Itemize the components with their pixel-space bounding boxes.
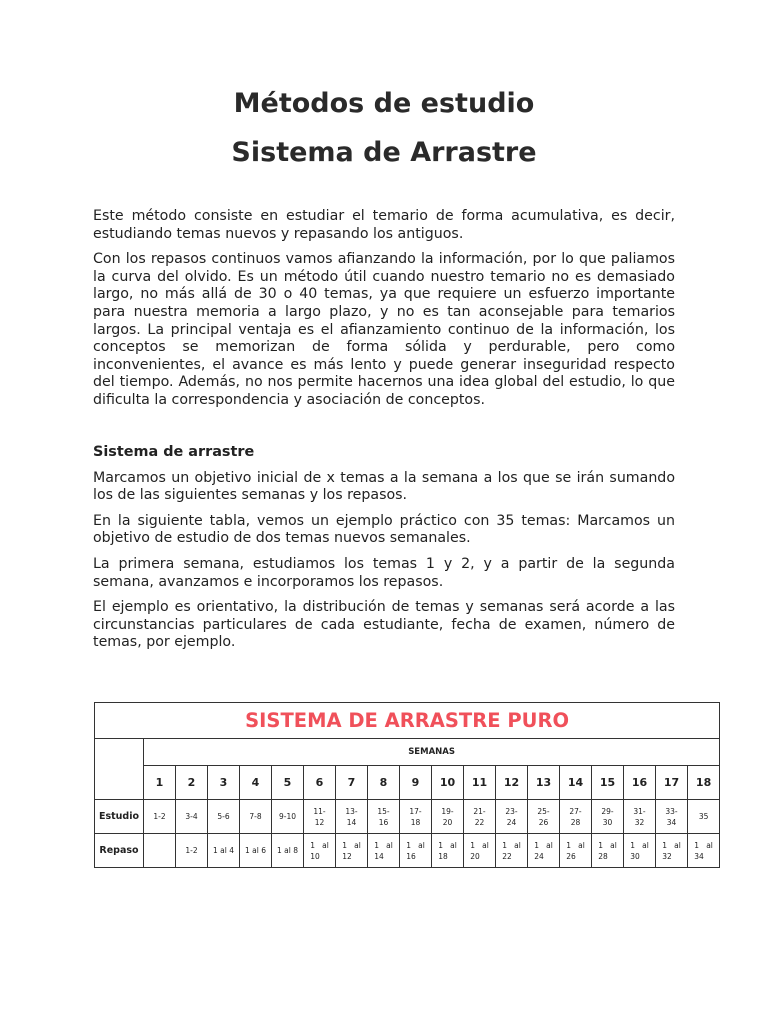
review-cell (464, 834, 496, 868)
review-cell (528, 834, 560, 868)
table-title: SISTEMA DE ARRASTRE PURO (95, 703, 720, 739)
review-cell-text: 1 al 24 (534, 840, 553, 861)
study-cell-text: 35 (698, 812, 709, 821)
week-number-cell: 11 (464, 766, 496, 800)
week-number-cell: 17 (656, 766, 688, 800)
review-cell (240, 834, 272, 868)
week-number-cell: 1 (144, 766, 176, 800)
study-cell (688, 800, 720, 834)
week-number-cell: 6 (304, 766, 336, 800)
review-cell (304, 834, 336, 868)
study-cell-text: 1-2 (153, 812, 166, 821)
review-cell (336, 834, 368, 868)
study-cell-text: 29- 30 (601, 806, 614, 827)
study-cell (368, 800, 400, 834)
study-cell (240, 800, 272, 834)
table-corner-cell (95, 739, 144, 800)
document-subtitle: Sistema de Arrastre (231, 137, 537, 168)
review-cell (272, 834, 304, 868)
study-cell-text: 9-10 (278, 812, 297, 821)
study-cell-text: 21- 22 (473, 806, 486, 827)
week-number-cell: 18 (688, 766, 720, 800)
weeks-header: SEMANAS (144, 739, 720, 766)
section-heading: Sistema de arrastre (93, 443, 255, 460)
study-cell (208, 800, 240, 834)
study-cell-text: 31- 32 (633, 806, 646, 827)
study-cell-text: 23- 24 (505, 806, 518, 827)
week-number-cell: 14 (560, 766, 592, 800)
review-cell-text: 1 al 20 (470, 840, 489, 861)
study-cell-text: 25- 26 (537, 806, 550, 827)
review-cell (432, 834, 464, 868)
review-cell (688, 834, 720, 868)
week-number-cell: 4 (240, 766, 272, 800)
week-number-cell: 16 (624, 766, 656, 800)
week-number-cell: 3 (208, 766, 240, 800)
week-number-cell: 12 (496, 766, 528, 800)
week-number-cell: 9 (400, 766, 432, 800)
review-cell-text: 1 al 30 (630, 840, 649, 861)
study-cell-text: 3-4 (185, 812, 198, 821)
review-cell (400, 834, 432, 868)
week-number-cell: 8 (368, 766, 400, 800)
study-cell (624, 800, 656, 834)
review-cell (560, 834, 592, 868)
review-cell-text: 1 al 22 (502, 840, 521, 861)
review-cell-text: 1 al 8 (277, 846, 298, 855)
review-cell-text: 1 al 26 (566, 840, 585, 861)
week-number-cell: 7 (336, 766, 368, 800)
study-cell-text: 15- 16 (377, 806, 390, 827)
study-cell-text: 5-6 (217, 812, 230, 821)
study-cell (144, 800, 176, 834)
review-cell (208, 834, 240, 868)
study-cell (336, 800, 368, 834)
review-cell-text: 1 al 14 (374, 840, 393, 861)
review-cell-text: 1 al 32 (662, 840, 681, 861)
study-cell (496, 800, 528, 834)
week-number-cell: 10 (432, 766, 464, 800)
review-cell (656, 834, 688, 868)
review-cell (496, 834, 528, 868)
study-cell-text: 19- 20 (441, 806, 454, 827)
review-row-label: Repaso (95, 834, 144, 868)
study-cell (464, 800, 496, 834)
weeks-row (95, 766, 720, 800)
intro-paragraph: Este método consiste en estudiar el temario de forma acumulativa, es decir, estudiando temas nuevos y repasando los antiguos. (93, 208, 675, 242)
review-cell (624, 834, 656, 868)
study-cell-text: 11- 12 (313, 806, 326, 827)
week-number-cell: 13 (528, 766, 560, 800)
week-number-cell: 5 (272, 766, 304, 800)
review-cell-text: 1 al 6 (245, 846, 266, 855)
intro-paragraph: Con los repasos continuos vamos afianzando la información, por lo que paliamos la curva del olvido. Es un método útil cuando nuestro temario no es demasiado largo, no más allá de 30 o 40 temas, ya que requiere un esfuerzo importante para nuestra memoria a largo plazo, y no es tan aconsejable para temarios largos. La principal ventaja es el afianzamiento continuo de la información, los conceptos se memorizan de forma sólida y perdurable, pero como inconvenientes, el avance es más lento y puede generar inseguridad respecto del tiempo. Además, no nos permite hacernos una idea global del estudio, lo que dificulta la correspondencia y asociación de conceptos. (93, 251, 675, 408)
review-cell-text: 1 al 4 (213, 846, 234, 855)
review-cell (368, 834, 400, 868)
study-cell (656, 800, 688, 834)
review-row (95, 834, 720, 868)
study-row-label: Estudio (95, 800, 144, 834)
study-cell (400, 800, 432, 834)
study-cell (176, 800, 208, 834)
study-cell-text: 27- 28 (569, 806, 582, 827)
study-cell-text: 13- 14 (345, 806, 358, 827)
document-title: Métodos de estudio (233, 88, 535, 119)
review-cell (176, 834, 208, 868)
review-cell-text: 1 al 28 (598, 840, 617, 861)
study-cell-text: 7-8 (249, 812, 262, 821)
study-cell (592, 800, 624, 834)
study-cell (528, 800, 560, 834)
study-cell (560, 800, 592, 834)
review-cell (592, 834, 624, 868)
document-body (93, 208, 675, 660)
schedule-table (94, 702, 720, 868)
study-cell-text: 17- 18 (409, 806, 422, 827)
review-cell-text: 1 al 18 (438, 840, 457, 861)
study-cell-text: 33- 34 (665, 806, 678, 827)
study-cell (432, 800, 464, 834)
review-cell-text: 1 al 12 (342, 840, 361, 861)
week-number-cell: 2 (176, 766, 208, 800)
review-cell-text: 1 al 16 (406, 840, 425, 861)
study-cell (272, 800, 304, 834)
review-cell-text: 1-2 (185, 846, 198, 855)
section-paragraph: Marcamos un objetivo inicial de x temas a la semana a los que se irán sumando los de las siguientes semanas y los repasos. (93, 469, 675, 504)
section-paragraph: En la siguiente tabla, vemos un ejemplo práctico con 35 temas: Marcamos un objetivo de estudio de dos temas nuevos semanales. (93, 512, 675, 547)
review-cell-text: 1 al 10 (310, 840, 329, 861)
review-cell (144, 834, 176, 868)
study-row (95, 800, 720, 834)
section-paragraph: El ejemplo es orientativo, la distribución de temas y semanas será acorde a las circunstancias particulares de cada estudiante, fecha de examen, número de temas, por ejemplo. (93, 599, 675, 651)
study-cell (304, 800, 336, 834)
week-number-cell: 15 (592, 766, 624, 800)
review-cell-text: 1 al 34 (694, 840, 713, 861)
section-paragraph: La primera semana, estudiamos los temas 1 y 2, y a partir de la segunda semana, avanzamos e incorporamos los repasos. (93, 555, 675, 590)
